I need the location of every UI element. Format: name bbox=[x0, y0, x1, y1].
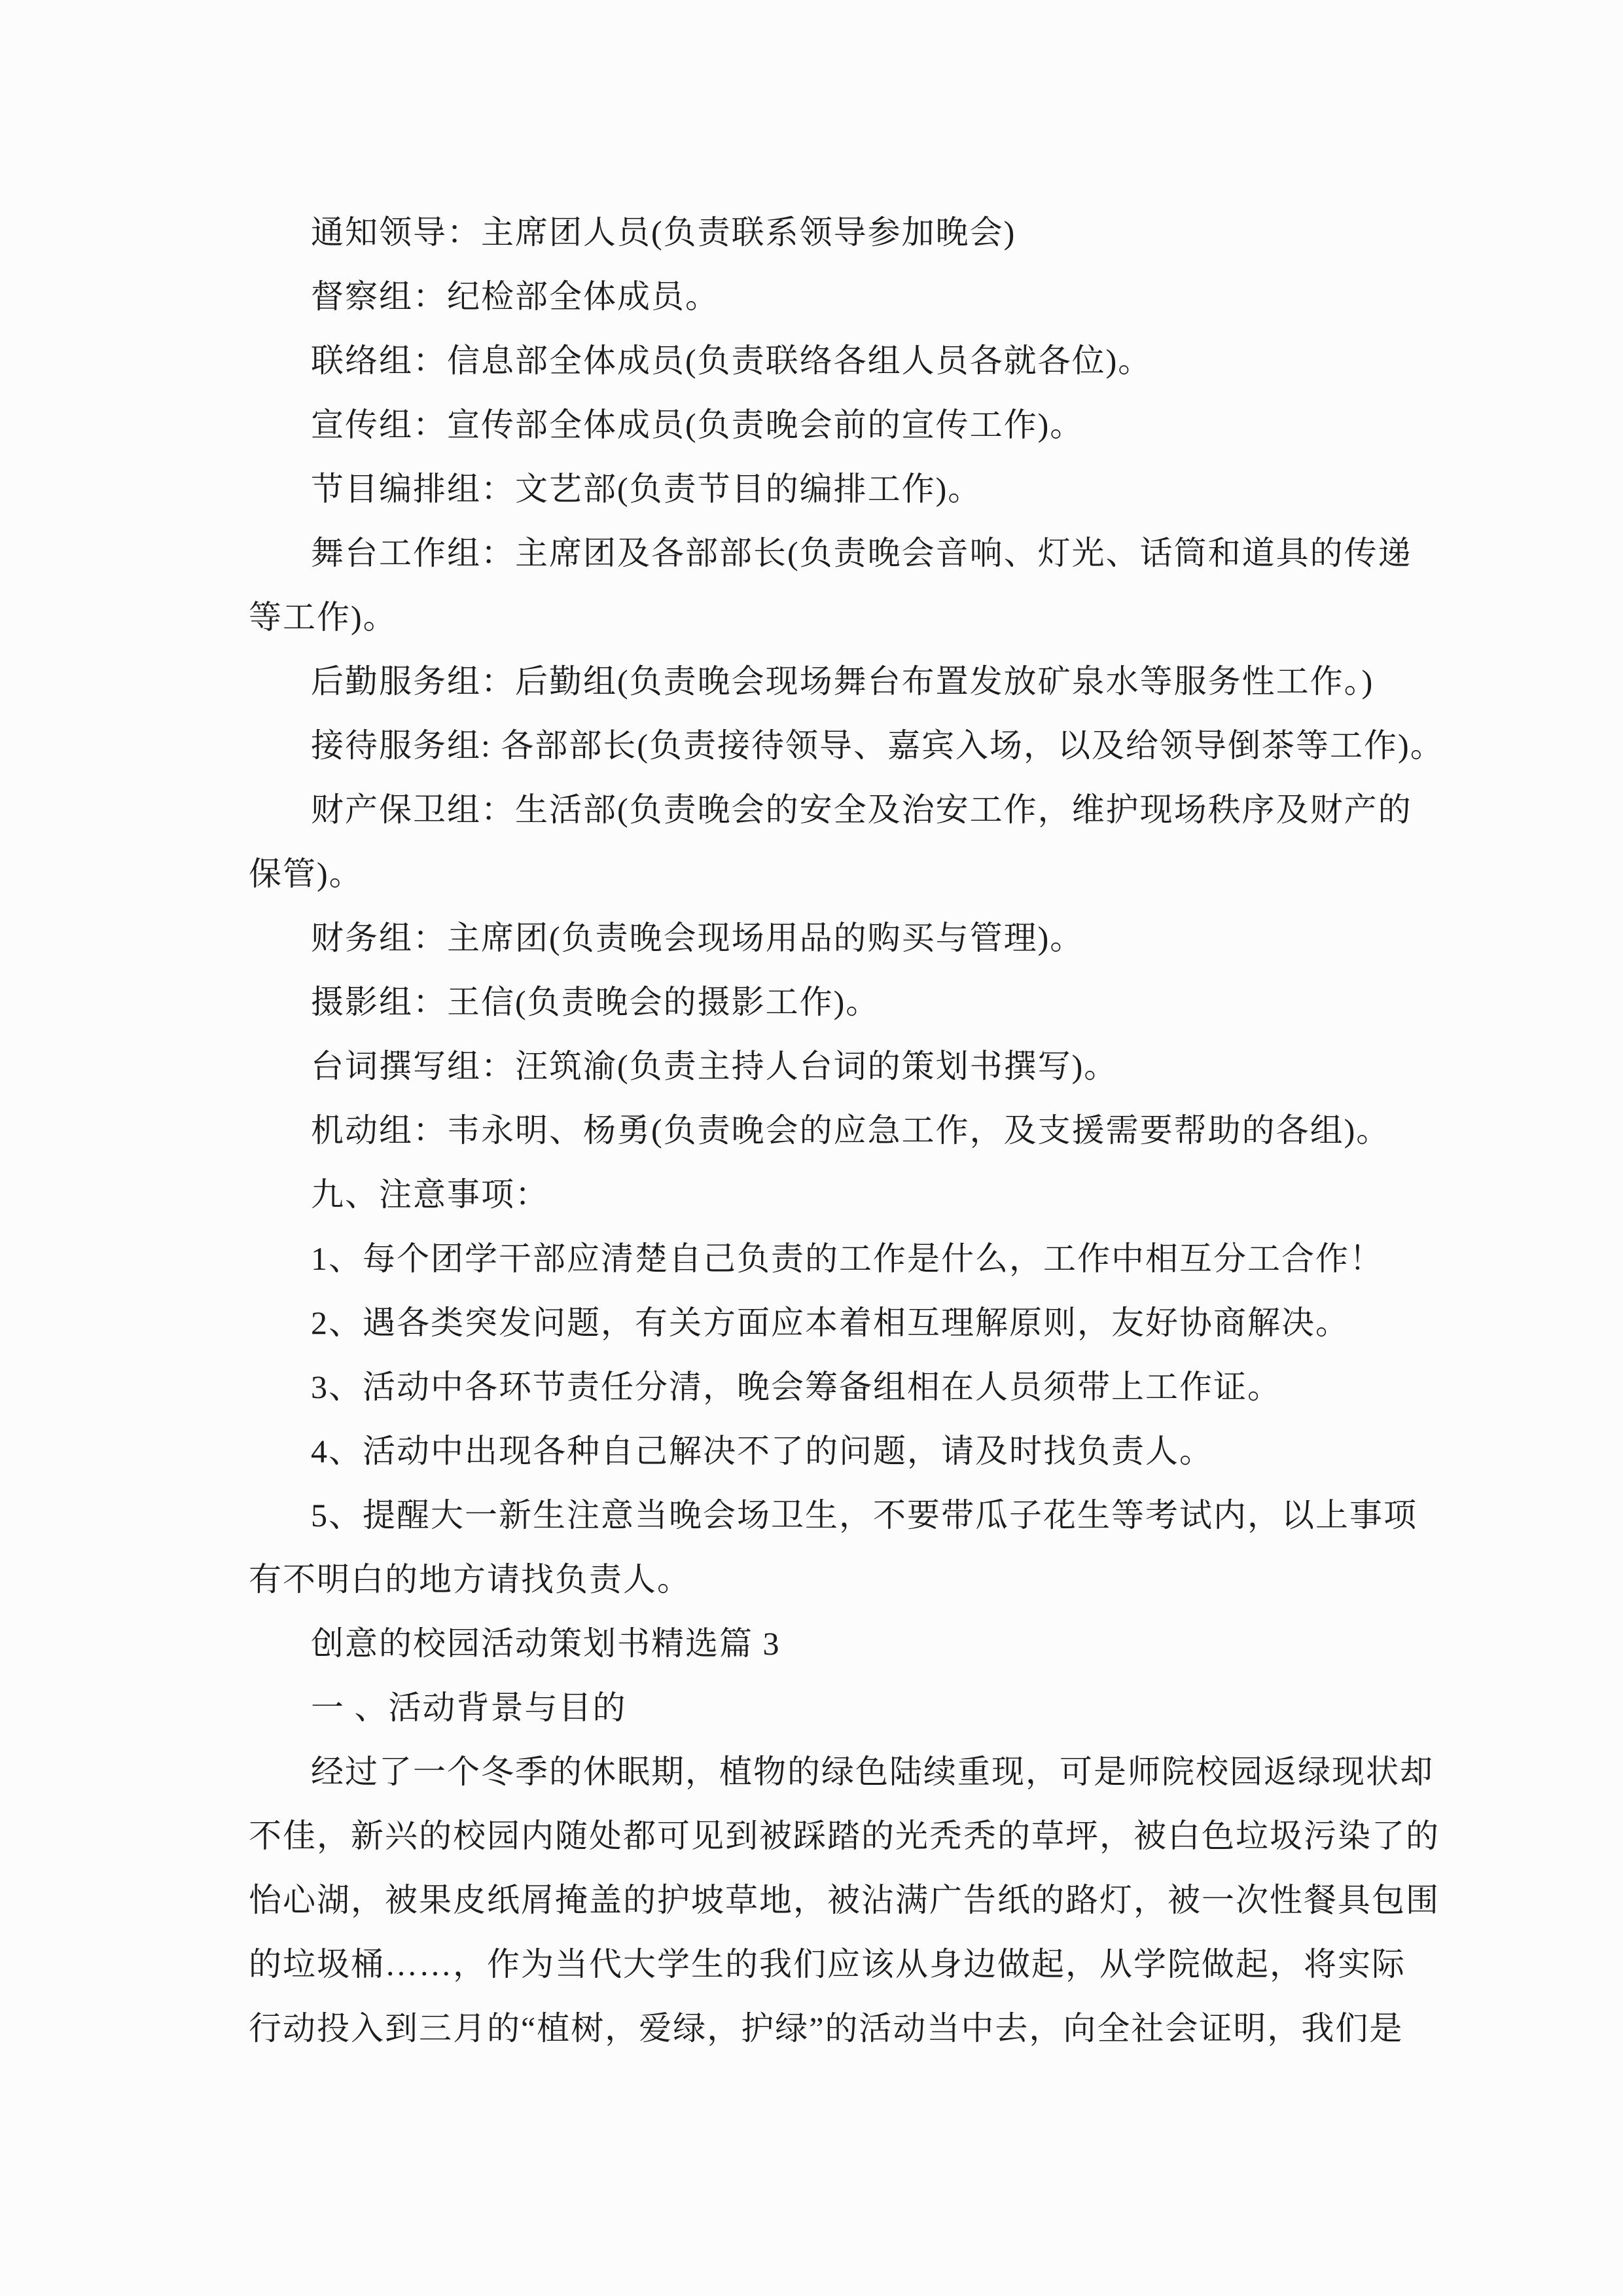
text-line: 财务组：主席团(负责晚会现场用品的购买与管理)。 bbox=[311, 920, 1084, 956]
text-line: 有不明白的地方请找负责人。 bbox=[249, 1561, 691, 1598]
text-line: 节目编排组：文艺部(负责节目的编排工作)。 bbox=[311, 471, 982, 507]
text-line: 保管)。 bbox=[249, 855, 363, 892]
text-line: 的垃圾桶……，作为当代大学生的我们应该从身边做起，从学院做起，将实际 bbox=[249, 1946, 1406, 1982]
text-line: 摄影组：王信(负责晚会的摄影工作)。 bbox=[311, 984, 880, 1020]
text-line: 宣传组：宣传部全体成员(负责晚会前的宣传工作)。 bbox=[311, 406, 1084, 443]
text-line: 后勤服务组：后勤组(负责晚会现场舞台布置发放矿泉水等服务性工作。) bbox=[311, 663, 1374, 700]
list-item: 4、活动中出现各种自己解决不了的问题，请及时找负责人。 bbox=[311, 1433, 1213, 1469]
text-line: 台词撰写组：汪筑渝(负责主持人台词的策划书撰写)。 bbox=[311, 1048, 1118, 1085]
text-line: 行动投入到三月的“植树，爱绿，护绿”的活动当中去，向全社会证明，我们是 bbox=[249, 2010, 1404, 2047]
text-line: 不佳，新兴的校园内随处都可见到被踩踏的光秃秃的草坪，被白色垃圾污染了的 bbox=[249, 1818, 1440, 1854]
text-line: 等工作)。 bbox=[249, 599, 397, 636]
text-line: 经过了一个冬季的休眠期，植物的绿色陆续重现，可是师院校园返绿现状却 bbox=[311, 1753, 1434, 1790]
article-title: 创意的校园活动策划书精选篇 3 bbox=[311, 1625, 781, 1662]
list-item: 1、每个团学干部应清楚自己负责的工作是什么，工作中相互分工合作！ bbox=[311, 1240, 1383, 1277]
text-line: 通知领导：主席团人员(负责联系领导参加晚会) bbox=[311, 214, 1016, 251]
list-item: 2、遇各类突发问题，有关方面应本着相互理解原则，友好协商解决。 bbox=[311, 1304, 1349, 1341]
section-heading: 九、注意事项： bbox=[311, 1176, 549, 1213]
list-item: 5、提醒大一新生注意当晚会场卫生，不要带瓜子花生等考试内，以上事项 bbox=[311, 1497, 1418, 1534]
text-line: 舞台工作组：主席团及各部部长(负责晚会音响、灯光、话筒和道具的传递 bbox=[311, 535, 1412, 571]
text-line: 督察组：纪检部全体成员。 bbox=[311, 278, 719, 315]
document-body bbox=[249, 200, 1444, 2060]
text-line: 机动组：韦永明、杨勇(负责晚会的应急工作，及支援需要帮助的各组)。 bbox=[311, 1112, 1391, 1149]
text-line: 接待服务组: 各部部长(负责接待领导、嘉宾入场，以及给领导倒茶等工作)。 bbox=[311, 727, 1444, 764]
section-heading: 一 、活动背景与目的 bbox=[311, 1689, 627, 1726]
text-line: 财产保卫组：生活部(负责晚会的安全及治安工作，维护现场秩序及财产的 bbox=[311, 791, 1412, 828]
text-line: 联络组：信息部全体成员(负责联络各组人员各就各位)。 bbox=[311, 342, 1152, 379]
list-item: 3、活动中各环节责任分清，晚会筹备组相在人员须带上工作证。 bbox=[311, 1369, 1281, 1405]
text-line: 怡心湖，被果皮纸屑掩盖的护坡草地，被沾满广告纸的路灯，被一次性餐具包围 bbox=[249, 1882, 1440, 1918]
